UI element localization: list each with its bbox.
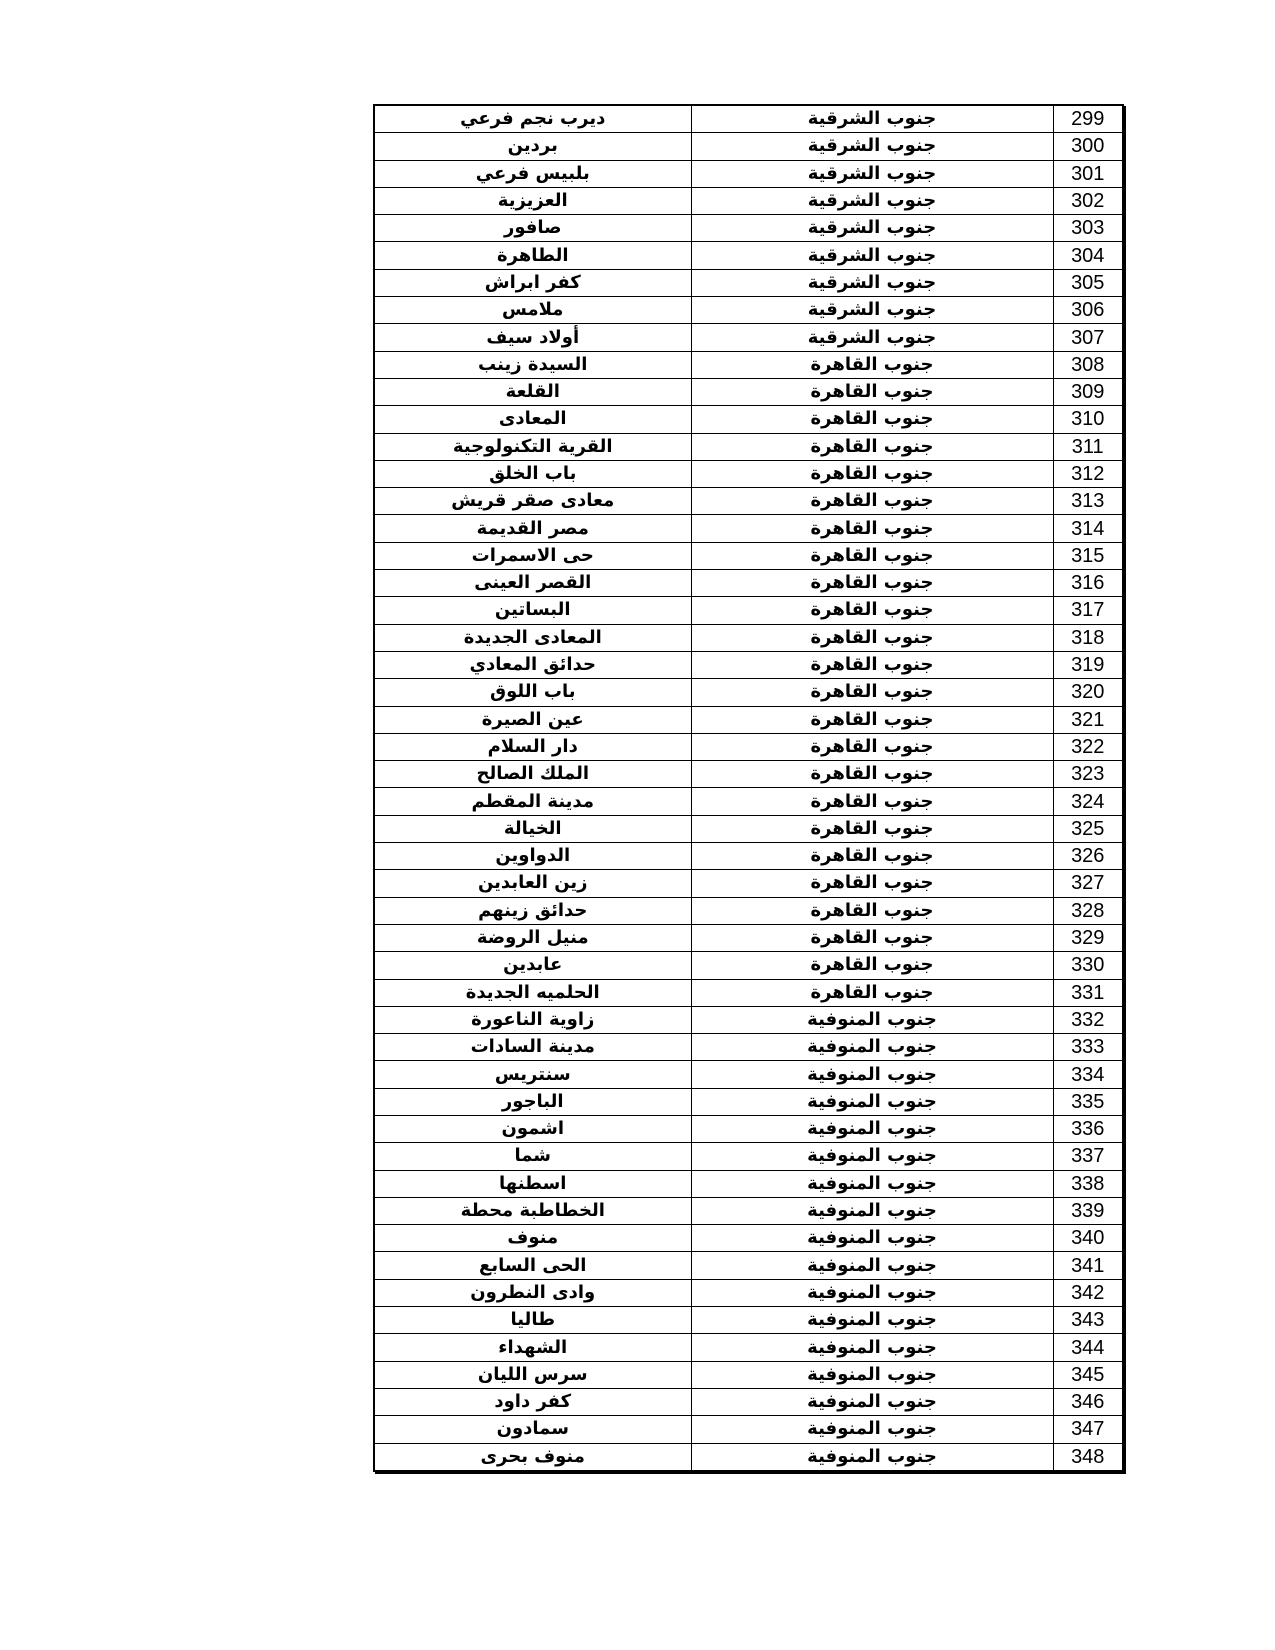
table-row <box>374 1279 1123 1306</box>
table-row <box>374 460 1123 487</box>
region-cell: جنوب القاهرة <box>691 433 1053 460</box>
branch-name-cell: منوف <box>374 1225 691 1252</box>
branch-name-cell: حدائق زينهم <box>374 897 691 924</box>
branch-name-cell: كفر داود <box>374 1388 691 1415</box>
table-row <box>374 1170 1123 1197</box>
region-cell: جنوب الشرقية <box>691 187 1053 214</box>
row-number-cell: 327 <box>1053 870 1123 897</box>
table-row <box>374 815 1123 842</box>
branch-name-cell: صافور <box>374 215 691 242</box>
row-number-cell: 315 <box>1053 542 1123 569</box>
table-row <box>374 679 1123 706</box>
row-number-cell: 332 <box>1053 1006 1123 1033</box>
row-number-cell: 348 <box>1053 1443 1123 1471</box>
region-cell: جنوب القاهرة <box>691 378 1053 405</box>
row-number-cell: 340 <box>1053 1225 1123 1252</box>
region-cell: جنوب المنوفية <box>691 1088 1053 1115</box>
branch-name-cell: اسطنها <box>374 1170 691 1197</box>
row-number-cell: 301 <box>1053 160 1123 187</box>
branch-name-cell: ديرب نجم فرعي <box>374 105 691 133</box>
region-cell: جنوب القاهرة <box>691 570 1053 597</box>
table-row <box>374 269 1123 296</box>
region-cell: جنوب القاهرة <box>691 843 1053 870</box>
row-number-cell: 304 <box>1053 242 1123 269</box>
row-number-cell: 311 <box>1053 433 1123 460</box>
branch-name-cell: بردين <box>374 133 691 160</box>
table-row <box>374 105 1123 133</box>
row-number-cell: 313 <box>1053 488 1123 515</box>
row-number-cell: 308 <box>1053 351 1123 378</box>
region-cell: جنوب القاهرة <box>691 761 1053 788</box>
region-cell: جنوب القاهرة <box>691 406 1053 433</box>
branch-name-cell: مصر القديمة <box>374 515 691 542</box>
row-number-cell: 314 <box>1053 515 1123 542</box>
region-cell: جنوب القاهرة <box>691 515 1053 542</box>
region-cell: جنوب المنوفية <box>691 1170 1053 1197</box>
table-row <box>374 1252 1123 1279</box>
branch-name-cell: مدينة السادات <box>374 1034 691 1061</box>
row-number-cell: 341 <box>1053 1252 1123 1279</box>
region-cell: جنوب الشرقية <box>691 324 1053 351</box>
region-cell: جنوب المنوفية <box>691 1006 1053 1033</box>
row-number-cell: 324 <box>1053 788 1123 815</box>
row-number-cell: 345 <box>1053 1361 1123 1388</box>
row-number-cell: 334 <box>1053 1061 1123 1088</box>
region-cell: جنوب الشرقية <box>691 160 1053 187</box>
row-number-cell: 337 <box>1053 1143 1123 1170</box>
branch-name-cell: الطاهرة <box>374 242 691 269</box>
table-row <box>374 1006 1123 1033</box>
table-row <box>374 1088 1123 1115</box>
region-cell: جنوب المنوفية <box>691 1225 1053 1252</box>
row-number-cell: 310 <box>1053 406 1123 433</box>
region-cell: جنوب المنوفية <box>691 1443 1053 1471</box>
branch-name-cell: كفر ابراش <box>374 269 691 296</box>
row-number-cell: 303 <box>1053 215 1123 242</box>
table-row <box>374 924 1123 951</box>
region-cell: جنوب الشرقية <box>691 242 1053 269</box>
row-number-cell: 339 <box>1053 1197 1123 1224</box>
table-row <box>374 133 1123 160</box>
branch-name-cell: باب اللوق <box>374 679 691 706</box>
branch-name-cell: الحى السابع <box>374 1252 691 1279</box>
region-cell: جنوب القاهرة <box>691 924 1053 951</box>
region-cell: جنوب القاهرة <box>691 597 1053 624</box>
branch-name-cell: الحلميه الجديدة <box>374 979 691 1006</box>
table-row <box>374 1361 1123 1388</box>
branch-name-cell: طاليا <box>374 1307 691 1334</box>
region-cell: جنوب الشرقية <box>691 133 1053 160</box>
table-row <box>374 378 1123 405</box>
branches-table <box>373 104 1124 1472</box>
region-cell: جنوب القاهرة <box>691 651 1053 678</box>
table-row <box>374 706 1123 733</box>
region-cell: جنوب الشرقية <box>691 215 1053 242</box>
table-row <box>374 1115 1123 1142</box>
table-row <box>374 1334 1123 1361</box>
branch-name-cell: وادى النطرون <box>374 1279 691 1306</box>
region-cell: جنوب القاهرة <box>691 460 1053 487</box>
branch-name-cell: الخيالة <box>374 815 691 842</box>
table-row <box>374 406 1123 433</box>
table-row <box>374 1034 1123 1061</box>
branch-name-cell: الملك الصالح <box>374 761 691 788</box>
branch-name-cell: أولاد سيف <box>374 324 691 351</box>
table-row <box>374 1307 1123 1334</box>
row-number-cell: 318 <box>1053 624 1123 651</box>
region-cell: جنوب القاهرة <box>691 870 1053 897</box>
branch-name-cell: الباجور <box>374 1088 691 1115</box>
branch-name-cell: المعادى الجديدة <box>374 624 691 651</box>
row-number-cell: 320 <box>1053 679 1123 706</box>
row-number-cell: 321 <box>1053 706 1123 733</box>
region-cell: جنوب القاهرة <box>691 952 1053 979</box>
branch-name-cell: الدواوين <box>374 843 691 870</box>
row-number-cell: 328 <box>1053 897 1123 924</box>
branch-name-cell: منوف بحرى <box>374 1443 691 1471</box>
table-row <box>374 733 1123 760</box>
table-row <box>374 1061 1123 1088</box>
branch-name-cell: بلبيس فرعي <box>374 160 691 187</box>
region-cell: جنوب الشرقية <box>691 269 1053 296</box>
branch-name-cell: البساتين <box>374 597 691 624</box>
branch-name-cell: حدائق المعادي <box>374 651 691 678</box>
row-number-cell: 342 <box>1053 1279 1123 1306</box>
branch-name-cell: دار السلام <box>374 733 691 760</box>
branch-name-cell: سنتريس <box>374 1061 691 1088</box>
row-number-cell: 335 <box>1053 1088 1123 1115</box>
table-row <box>374 1197 1123 1224</box>
branch-name-cell: السيدة زينب <box>374 351 691 378</box>
row-number-cell: 322 <box>1053 733 1123 760</box>
branch-name-cell: الشهداء <box>374 1334 691 1361</box>
table-row <box>374 788 1123 815</box>
branch-name-cell: القرية التكنولوجية <box>374 433 691 460</box>
branch-name-cell: شما <box>374 1143 691 1170</box>
region-cell: جنوب المنوفية <box>691 1361 1053 1388</box>
region-cell: جنوب المنوفية <box>691 1061 1053 1088</box>
row-number-cell: 343 <box>1053 1307 1123 1334</box>
region-cell: جنوب المنوفية <box>691 1416 1053 1443</box>
region-cell: جنوب القاهرة <box>691 733 1053 760</box>
branch-name-cell: حى الاسمرات <box>374 542 691 569</box>
region-cell: جنوب الشرقية <box>691 105 1053 133</box>
table-row <box>374 897 1123 924</box>
row-number-cell: 338 <box>1053 1170 1123 1197</box>
table-row <box>374 1388 1123 1415</box>
row-number-cell: 306 <box>1053 297 1123 324</box>
table-row <box>374 1416 1123 1443</box>
region-cell: جنوب المنوفية <box>691 1252 1053 1279</box>
branch-name-cell: مدينة المقطم <box>374 788 691 815</box>
table-row <box>374 351 1123 378</box>
region-cell: جنوب المنوفية <box>691 1034 1053 1061</box>
region-cell: جنوب المنوفية <box>691 1307 1053 1334</box>
table-row <box>374 433 1123 460</box>
row-number-cell: 346 <box>1053 1388 1123 1415</box>
branch-name-cell: سرس الليان <box>374 1361 691 1388</box>
region-cell: جنوب القاهرة <box>691 624 1053 651</box>
row-number-cell: 333 <box>1053 1034 1123 1061</box>
region-cell: جنوب القاهرة <box>691 979 1053 1006</box>
table-row <box>374 1443 1123 1471</box>
region-cell: جنوب المنوفية <box>691 1334 1053 1361</box>
region-cell: جنوب المنوفية <box>691 1115 1053 1142</box>
row-number-cell: 330 <box>1053 952 1123 979</box>
branch-name-cell: سمادون <box>374 1416 691 1443</box>
row-number-cell: 316 <box>1053 570 1123 597</box>
row-number-cell: 312 <box>1053 460 1123 487</box>
table-row <box>374 979 1123 1006</box>
table-row <box>374 843 1123 870</box>
table-row <box>374 488 1123 515</box>
branch-name-cell: القصر العينى <box>374 570 691 597</box>
region-cell: جنوب المنوفية <box>691 1197 1053 1224</box>
table-row <box>374 624 1123 651</box>
branches-table-body <box>374 105 1123 1471</box>
branch-name-cell: عين الصيرة <box>374 706 691 733</box>
region-cell: جنوب المنوفية <box>691 1143 1053 1170</box>
table-row <box>374 515 1123 542</box>
region-cell: جنوب القاهرة <box>691 897 1053 924</box>
row-number-cell: 305 <box>1053 269 1123 296</box>
row-number-cell: 325 <box>1053 815 1123 842</box>
table-row <box>374 542 1123 569</box>
region-cell: جنوب المنوفية <box>691 1279 1053 1306</box>
table-row <box>374 187 1123 214</box>
row-number-cell: 300 <box>1053 133 1123 160</box>
branch-name-cell: ملامس <box>374 297 691 324</box>
row-number-cell: 302 <box>1053 187 1123 214</box>
branch-name-cell: العزيزية <box>374 187 691 214</box>
row-number-cell: 331 <box>1053 979 1123 1006</box>
branch-name-cell: باب الخلق <box>374 460 691 487</box>
table-row <box>374 1143 1123 1170</box>
table-row <box>374 651 1123 678</box>
table-row <box>374 597 1123 624</box>
table-row <box>374 870 1123 897</box>
region-cell: جنوب القاهرة <box>691 815 1053 842</box>
region-cell: جنوب القاهرة <box>691 488 1053 515</box>
branch-name-cell: زاوية الناعورة <box>374 1006 691 1033</box>
table-row <box>374 570 1123 597</box>
region-cell: جنوب القاهرة <box>691 542 1053 569</box>
table-row <box>374 242 1123 269</box>
row-number-cell: 336 <box>1053 1115 1123 1142</box>
branch-name-cell: زين العابدين <box>374 870 691 897</box>
region-cell: جنوب الشرقية <box>691 297 1053 324</box>
branch-name-cell: المعادى <box>374 406 691 433</box>
table-row <box>374 324 1123 351</box>
table-row <box>374 761 1123 788</box>
region-cell: جنوب القاهرة <box>691 788 1053 815</box>
row-number-cell: 299 <box>1053 105 1123 133</box>
branch-name-cell: معادى صقر قريش <box>374 488 691 515</box>
row-number-cell: 323 <box>1053 761 1123 788</box>
branch-name-cell: منيل الروضة <box>374 924 691 951</box>
row-number-cell: 347 <box>1053 1416 1123 1443</box>
branch-name-cell: عابدين <box>374 952 691 979</box>
table-row <box>374 952 1123 979</box>
row-number-cell: 317 <box>1053 597 1123 624</box>
table-row <box>374 215 1123 242</box>
row-number-cell: 329 <box>1053 924 1123 951</box>
region-cell: جنوب القاهرة <box>691 679 1053 706</box>
row-number-cell: 309 <box>1053 378 1123 405</box>
branch-name-cell: الخطاطبة محطة <box>374 1197 691 1224</box>
region-cell: جنوب القاهرة <box>691 351 1053 378</box>
row-number-cell: 307 <box>1053 324 1123 351</box>
table-row <box>374 160 1123 187</box>
row-number-cell: 326 <box>1053 843 1123 870</box>
region-cell: جنوب المنوفية <box>691 1388 1053 1415</box>
region-cell: جنوب القاهرة <box>691 706 1053 733</box>
branch-name-cell: اشمون <box>374 1115 691 1142</box>
table-row <box>374 297 1123 324</box>
branch-name-cell: القلعة <box>374 378 691 405</box>
row-number-cell: 319 <box>1053 651 1123 678</box>
table-row <box>374 1225 1123 1252</box>
row-number-cell: 344 <box>1053 1334 1123 1361</box>
